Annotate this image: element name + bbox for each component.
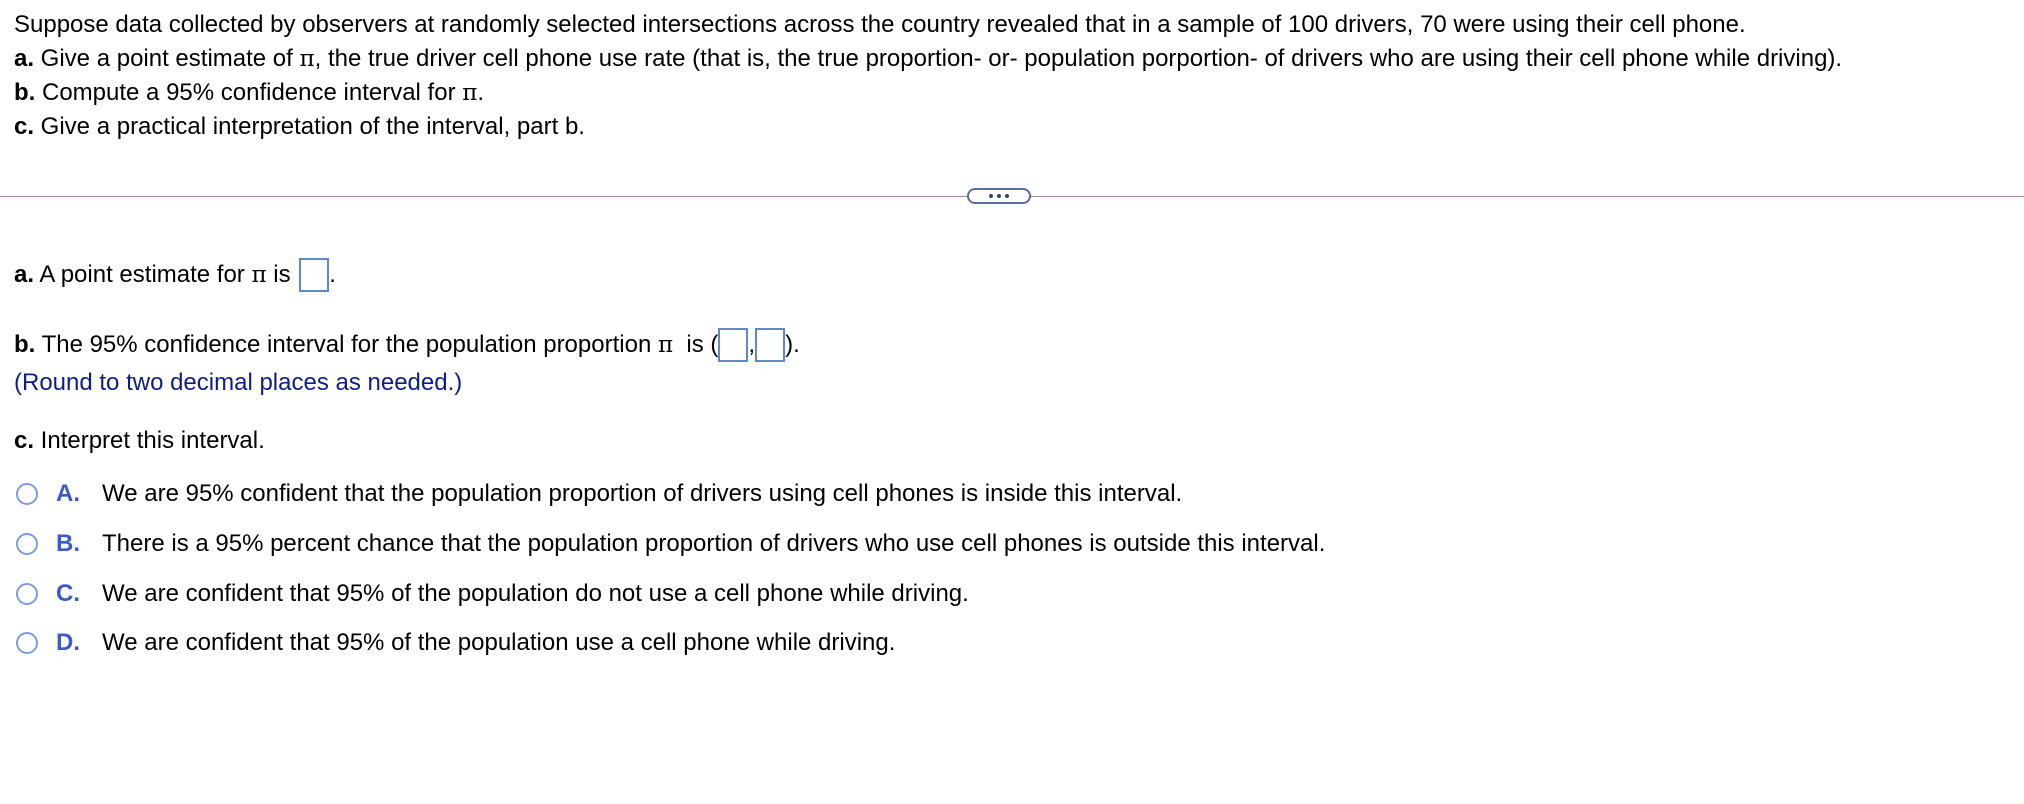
question-part-b [14, 76, 2014, 110]
answer-a-pre: A point estimate for [34, 261, 252, 288]
choice-letter: C. [56, 580, 80, 607]
answer-part-a [14, 258, 336, 292]
answer-b-label: b. [14, 331, 36, 358]
ellipsis-icon [1005, 194, 1009, 198]
choice-text: We are confident that 95% of the population use a cell phone while driving. [102, 629, 896, 656]
point-estimate-input[interactable] [299, 258, 329, 292]
question-intro [14, 8, 2014, 42]
answer-part-b [14, 328, 800, 362]
pi-symbol: π [462, 80, 478, 106]
pi-symbol: π [251, 262, 267, 288]
answer-c-label: c. [14, 427, 35, 454]
interval-lower-input[interactable] [718, 328, 748, 362]
radio-button-c[interactable] [16, 583, 38, 605]
question-part-c [14, 110, 2014, 144]
choice-text: We are confident that 95% of the population do not use a cell phone while driving. [102, 580, 969, 607]
interval-upper-input[interactable] [755, 328, 785, 362]
radio-button-d[interactable] [16, 632, 38, 654]
answer-c-text: Interpret this interval. [34, 427, 265, 454]
part-a-label: a. [14, 45, 35, 72]
interval-comma: , [748, 331, 756, 358]
rounding-note-text: (Round to two decimal places as needed.) [14, 369, 463, 396]
answer-b-mid: is ( [673, 331, 719, 358]
part-b-label: b. [14, 79, 36, 106]
answer-a-label: a. [14, 261, 35, 288]
part-a-pre: Give a point estimate of [34, 45, 300, 72]
choice-b[interactable] [16, 527, 1325, 561]
answer-b-pre: The 95% confidence interval for the population proportion [35, 331, 658, 358]
part-b-pre: Compute a 95% confidence interval for [35, 79, 463, 106]
choice-letter: B. [56, 530, 80, 557]
choice-text: We are 95% confident that the population proportion of drivers using cell phones is inside this interval. [102, 480, 1183, 507]
expand-more-button[interactable] [967, 188, 1031, 204]
part-a-post: , the true driver cell phone use rate (that is, the true proportion- or- population porportion- of drivers who are using their cell phone while driving). [314, 45, 1843, 72]
choice-letter: A. [56, 480, 80, 507]
answer-a-post: . [329, 261, 336, 288]
choice-text: There is a 95% percent chance that the population proportion of drivers who use cell phones is outside this interval. [102, 530, 1326, 557]
pi-symbol: π [657, 332, 674, 358]
answer-a-mid: is [266, 261, 298, 288]
question-text [14, 8, 2014, 144]
answer-b-post: ). [785, 331, 800, 358]
choice-c[interactable] [16, 577, 969, 611]
question-intro-text: Suppose data collected by observers at randomly selected intersections across the country revealed that in a sample of 100 drivers, 70 were using their cell phone. [14, 11, 1746, 38]
question-part-a [14, 42, 2014, 76]
radio-button-b[interactable] [16, 533, 38, 555]
part-b-post: . [477, 79, 485, 106]
choice-a[interactable] [16, 477, 1182, 511]
answer-part-c [14, 424, 265, 458]
rounding-note [14, 366, 462, 400]
radio-button-a[interactable] [16, 483, 38, 505]
part-c-label: c. [14, 113, 35, 140]
part-c-text: Give a practical interpretation of the interval, part b. [34, 113, 585, 140]
choice-d[interactable] [16, 626, 895, 660]
ellipsis-icon [989, 194, 993, 198]
pi-symbol: π [299, 46, 315, 72]
choice-letter: D. [56, 629, 80, 656]
ellipsis-icon [997, 194, 1001, 198]
